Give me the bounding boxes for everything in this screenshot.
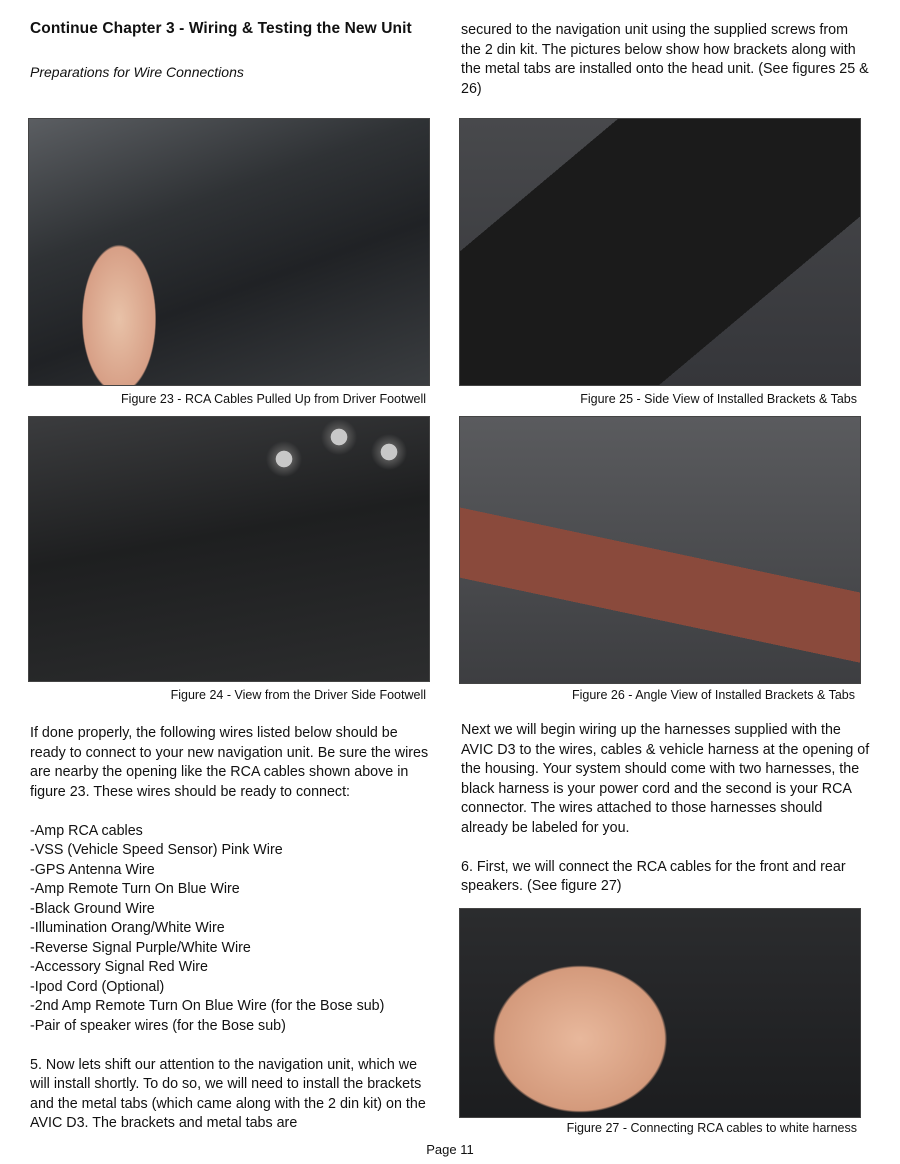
figure-27-photo — [459, 908, 861, 1118]
figure-23-caption: Figure 23 - RCA Cables Pulled Up from Driver Footwell — [121, 392, 426, 406]
wires-intro-paragraph: If done properly, the following wires listed below should be ready to connect to your new navigation unit. Be sure the wires are nearby the opening like the RCA cables shown above in figure 23. These wires should be ready to connect: — [30, 725, 429, 800]
wire-list-item: -VSS (Vehicle Speed Sensor) Pink Wire — [30, 842, 283, 858]
wire-list-item: -2nd Amp Remote Turn On Blue Wire (for the Bose sub) — [30, 998, 385, 1014]
wire-list-item: -GPS Antenna Wire — [30, 861, 155, 878]
figure-26-caption: Figure 26 - Angle View of Installed Brackets & Tabs — [571, 688, 855, 702]
figure-25-photo — [459, 118, 861, 386]
wire-list-item: -Amp RCA cables — [30, 822, 143, 839]
wire-list — [30, 822, 430, 1037]
figure-23-photo — [28, 118, 430, 386]
wire-list-item: -Pair of speaker wires (for the Bose sub) — [30, 1017, 286, 1034]
page-number: Page 11 — [426, 1142, 474, 1157]
figure-25-caption: Figure 25 - Side View of Installed Brackets & Tabs — [580, 392, 857, 406]
right-column-body — [461, 721, 871, 897]
chapter-heading: Continue Chapter 3 - Wiring & Testing the New Unit — [30, 20, 412, 37]
step-5-paragraph: 5. Now lets shift our attention to the navigation unit, which we will install shortly. To do so, we will need to install the brackets and the metal tabs (which came along with the 2 din kit) on the AVIC D3. The brackets and metal tabs are — [30, 1056, 426, 1131]
wire-list-item: -Amp Remote Turn On Blue Wire — [30, 881, 240, 897]
wire-list-item: -Accessory Signal Red Wire — [30, 959, 208, 975]
wire-list-item: -Reverse Signal Purple/White Wire — [30, 939, 251, 956]
figure-26-photo — [459, 416, 861, 684]
intro-paragraph: secured to the navigation unit using the supplied screws from the 2 din kit. The pictures below show how brackets along with the metal tabs are installed onto the head unit. (See figures 25 & 26) — [461, 22, 869, 97]
figure-27-caption: Figure 27 - Connecting RCA cables to white harness — [566, 1121, 857, 1135]
harness-paragraph: Next we will begin wiring up the harnesses supplied with the AVIC D3 to the wires, cables & vehicle harness at the opening of the housing. Your system should come with two harnesses, the black harness is your power cord and the second is your RCA connector. The wires attached to those harnesses should already be labeled for you. — [461, 722, 870, 836]
wire-list-item: -Ipod Cord (Optional) — [30, 978, 165, 995]
figure-24-photo — [28, 416, 430, 682]
wire-list-item: -Illumination Orang/White Wire — [30, 920, 225, 936]
left-column-body — [30, 724, 430, 1134]
wire-list-item: -Black Ground Wire — [30, 900, 155, 917]
figure-24-caption: Figure 24 - View from the Driver Side Footwell — [170, 688, 426, 702]
section-subheading: Preparations for Wire Connections — [30, 64, 244, 80]
step-6-paragraph: 6. First, we will connect the RCA cables for the front and rear speakers. (See figure 27) — [461, 858, 846, 894]
